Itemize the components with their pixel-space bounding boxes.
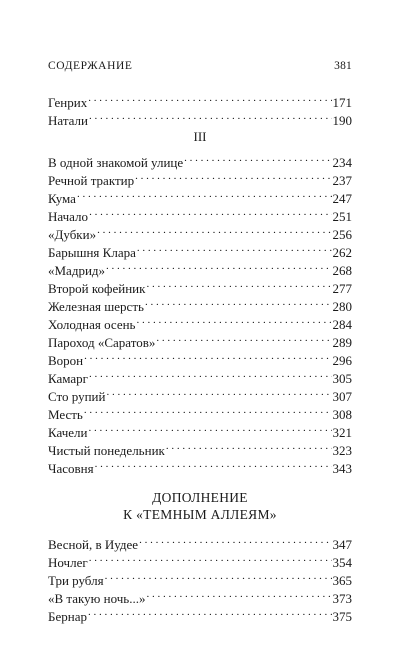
toc-entry-title: Камарг (48, 371, 89, 386)
toc-entry-title: Часовня (48, 461, 94, 476)
toc-entry-title: Сто рупий (48, 389, 106, 404)
toc-entry (48, 455, 352, 476)
toc-entry-title: В одной знакомой улице (48, 155, 184, 170)
toc-entry-title: Второй кофейник (48, 281, 146, 296)
dot-leader (106, 383, 331, 401)
toc-entry (48, 585, 352, 606)
toc-entry (48, 419, 352, 440)
toc-entry (48, 89, 352, 110)
toc-entry (48, 257, 352, 278)
toc-entry-title: Пароход «Саратов» (48, 335, 156, 350)
running-head-title: СОДЕРЖАНИЕ (48, 60, 133, 72)
dot-leader (95, 455, 332, 473)
toc-entry-title: «Дубки» (48, 227, 97, 242)
toc-entry-title: Бернар (48, 609, 87, 624)
toc-entry-page: 321 (332, 425, 352, 440)
toc-entry (48, 549, 352, 570)
dot-leader (89, 107, 332, 125)
toc-entry-title: Чистый понедельник (48, 443, 165, 458)
dot-leader (184, 149, 331, 167)
toc-entry (48, 567, 352, 588)
dot-leader (137, 311, 332, 329)
toc-entry-page: 251 (332, 209, 352, 224)
toc-entry (48, 531, 352, 552)
dot-leader (145, 293, 332, 311)
toc-entry (48, 365, 352, 386)
toc-entry-page: 234 (332, 155, 352, 170)
toc-entry-page: 262 (332, 245, 352, 260)
appendix-heading-line1: ДОПОЛНЕНИЕ (152, 490, 248, 505)
toc-entry-page: 284 (332, 317, 352, 332)
toc-entry-page: 237 (332, 173, 352, 188)
part-numeral: III (193, 129, 207, 144)
dot-leader (89, 203, 331, 221)
toc-entry (48, 149, 352, 170)
toc-entry-title: Весной, в Иудее (48, 537, 139, 552)
dot-leader (77, 185, 332, 203)
toc-entry-title: Кума (48, 191, 76, 206)
toc-entry-title: Речной трактир (48, 173, 135, 188)
dot-leader (89, 365, 331, 383)
toc-entry-title: Начало (48, 209, 89, 224)
dot-leader (156, 329, 331, 347)
toc-entry (48, 203, 352, 224)
toc-entry-title: Три рубля (48, 573, 104, 588)
running-head (48, 60, 352, 76)
toc-entry-page: 277 (332, 281, 352, 296)
dot-leader (135, 167, 331, 185)
dot-leader (105, 567, 332, 585)
dot-leader (89, 419, 332, 437)
dot-leader (88, 603, 332, 621)
toc-entry (48, 293, 352, 314)
toc-entry-title: Генрих (48, 95, 88, 110)
toc-entry (48, 437, 352, 458)
dot-leader (97, 221, 331, 239)
toc-entry-page: 375 (332, 609, 352, 624)
toc-entry-page: 268 (332, 263, 352, 278)
appendix-heading-line2: К «ТЕМНЫМ АЛЛЕЯМ» (123, 507, 277, 522)
toc-entry-title: Качели (48, 425, 88, 440)
toc-entry (48, 167, 352, 188)
toc-entry-page: 323 (332, 443, 352, 458)
toc-entry-page: 247 (332, 191, 352, 206)
toc-entry-title: Ночлег (48, 555, 88, 570)
dot-leader (146, 585, 331, 603)
toc-entry (48, 383, 352, 404)
dot-leader (137, 239, 332, 257)
toc-entry-title: Ворон (48, 353, 84, 368)
dot-leader (84, 401, 332, 419)
toc-entry-page: 307 (332, 389, 352, 404)
toc-entry (48, 221, 352, 242)
toc-entry-page: 354 (332, 555, 352, 570)
toc-entry-page: 373 (332, 591, 352, 606)
toc-entry-page: 305 (332, 371, 352, 386)
toc-entry (48, 185, 352, 206)
toc-entry-title: Месть (48, 407, 83, 422)
toc-entry (48, 329, 352, 350)
toc-entry-page: 343 (332, 461, 352, 476)
dot-leader (88, 89, 331, 107)
toc-entry-page: 171 (332, 95, 352, 110)
toc-entry-page: 190 (332, 113, 352, 128)
dot-leader (146, 275, 331, 293)
dot-leader (89, 549, 332, 567)
toc-entry-page: 347 (332, 537, 352, 552)
toc-entry-title: Натали (48, 113, 88, 128)
dot-leader (84, 347, 331, 365)
dot-leader (139, 531, 331, 549)
toc-entry-title: Холодная осень (48, 317, 136, 332)
toc-entry-title: Барышня Клара (48, 245, 136, 260)
toc-entry (48, 275, 352, 296)
toc-entry-page: 289 (332, 335, 352, 350)
toc-entry-page: 256 (332, 227, 352, 242)
dot-leader (166, 437, 332, 455)
toc-entry (48, 401, 352, 422)
toc-entry-page: 296 (332, 353, 352, 368)
toc-entry (48, 347, 352, 368)
toc-entry-page: 280 (332, 299, 352, 314)
toc-entry-page: 308 (332, 407, 352, 422)
toc-entry-title: «В такую ночь...» (48, 591, 146, 606)
page-number: 381 (334, 60, 352, 72)
toc-entry (48, 311, 352, 332)
toc-entry (48, 107, 352, 128)
toc-entry-title: «Мадрид» (48, 263, 106, 278)
toc-entry-title: Железная шерсть (48, 299, 144, 314)
toc-entry (48, 603, 352, 624)
dot-leader (106, 257, 331, 275)
toc-entry-page: 365 (332, 573, 352, 588)
toc-entry (48, 239, 352, 260)
